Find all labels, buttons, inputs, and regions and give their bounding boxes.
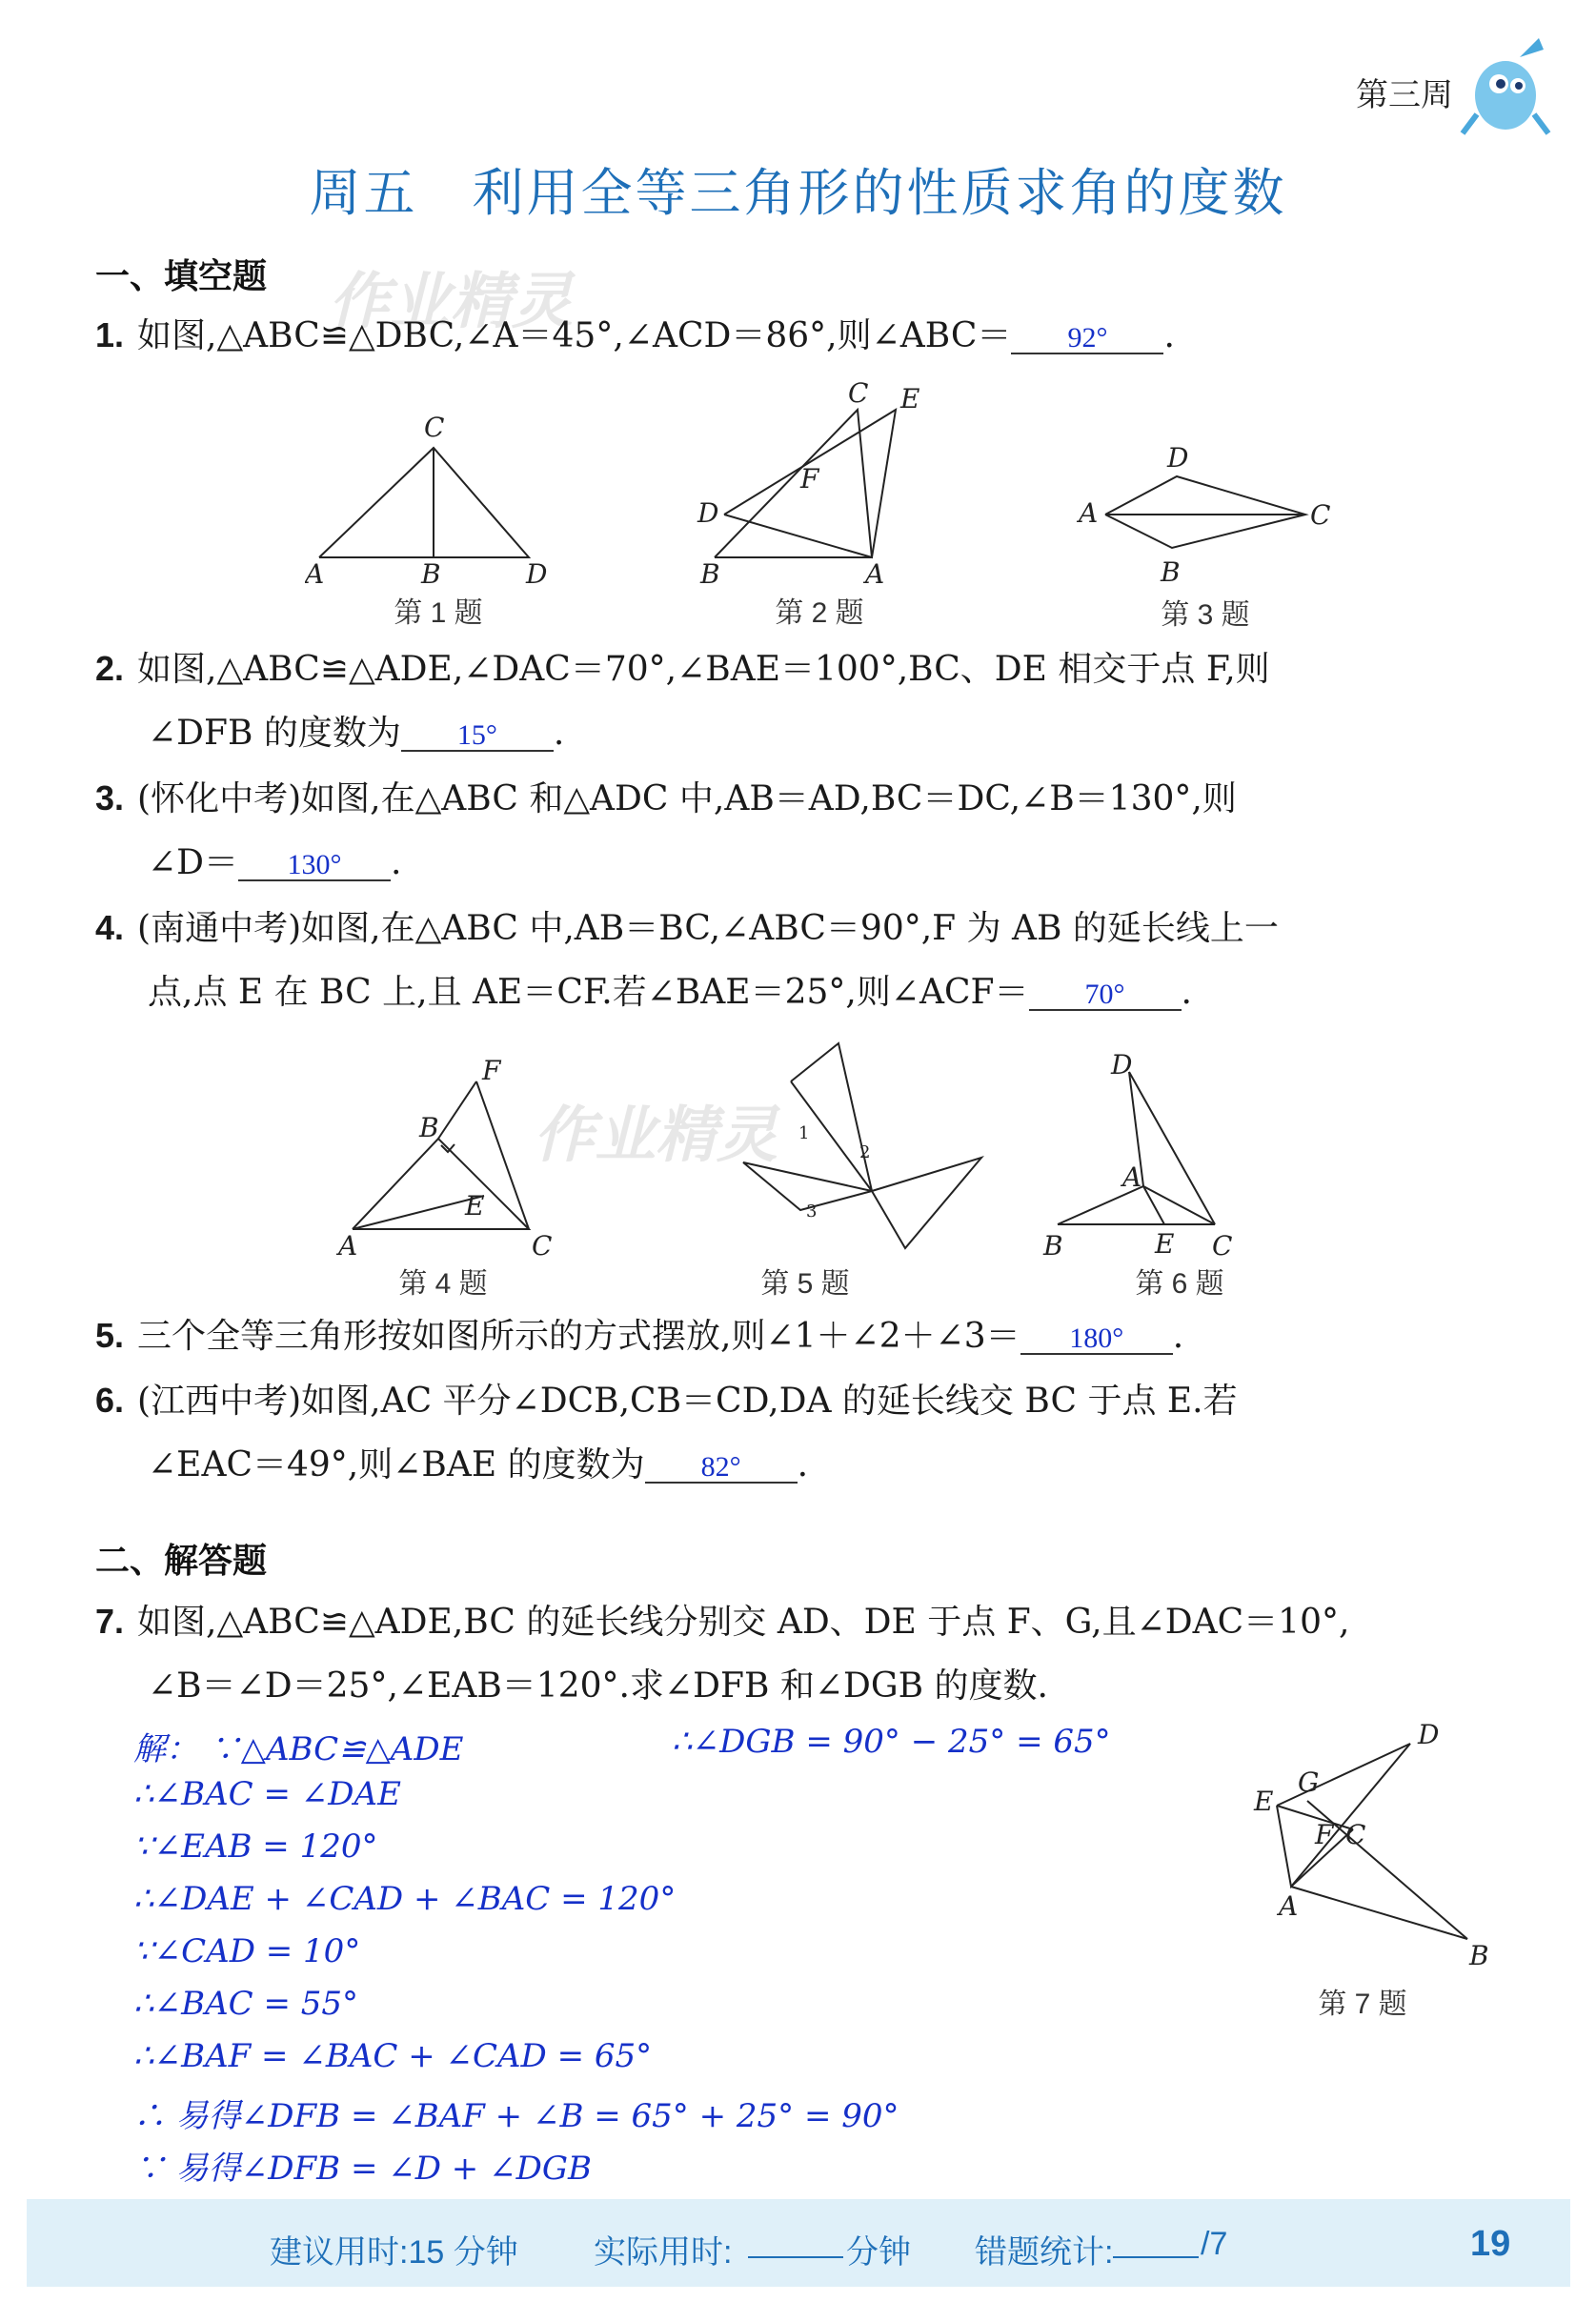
figure-4-label: A	[338, 1230, 358, 1262]
question-text: (怀化中考)如图,在△ABC 和△ADC 中,AB＝AD,BC＝DC,∠B＝130°,则	[137, 779, 1237, 818]
figure-3-label: C	[1310, 499, 1331, 531]
question-2-line-2: ∠DFB 的度数为 15° .	[148, 714, 565, 753]
answer-blank: 130°	[238, 851, 391, 881]
question-3	[95, 777, 1237, 820]
figure-1	[319, 448, 529, 557]
question-text: 如图,△ABC≌△ADE,∠DAC＝70°,∠BAE＝100°,BC、DE 相交于点 F,则	[137, 650, 1270, 689]
question-number: 7.	[95, 1602, 125, 1641]
question-number: 2.	[95, 649, 125, 688]
section-heading-fill-in: 一、填空题	[95, 256, 268, 295]
figure-7	[1239, 1715, 1505, 1982]
figure-7-label: G	[1298, 1767, 1320, 1798]
question-text: 如图,△ABC≌△ADE,BC 的延长线分别交 AD、DE 于点 F、G,且∠DAC＝10°,	[137, 1603, 1350, 1642]
figure-5-label: 1	[798, 1123, 810, 1143]
answer-blank: 82°	[645, 1453, 798, 1484]
question-3-line-2: ∠D＝ 130° .	[148, 843, 402, 882]
figures-row-2	[324, 1034, 1324, 1272]
page-title: 周五 利用全等三角形的性质求角的度数	[309, 165, 1287, 222]
question-4-line-2: 点,点 E 在 BC 上,且 AE＝CF.若∠BAE＝25°,则∠ACF＝ 70° .	[148, 973, 1192, 1012]
question-7	[95, 1601, 1349, 1644]
answer-blank: 92°	[1011, 324, 1163, 354]
solution-line: ∵ 易得∠DFB = ∠D + ∠DGB	[133, 2150, 592, 2188]
question-5: 5. 三个全等三角形按如图所示的方式摆放,则∠1＋∠2＋∠3＝ 180° .	[95, 1316, 1184, 1356]
solution-line: ∴∠BAF = ∠BAC + ∠CAD = 65°	[133, 2037, 653, 2075]
figure-6-label: A	[1122, 1161, 1142, 1193]
solution-line: ∴ 易得∠DFB = ∠BAF + ∠B = 65° + 25° = 90°	[133, 2097, 899, 2135]
answer-blank: 15°	[401, 721, 554, 752]
figure-7-label: E	[1254, 1786, 1274, 1817]
question-6-line-2: ∠EAC＝49°,则∠BAE 的度数为 82° .	[148, 1445, 809, 1484]
figure-caption: 第 3 题	[1161, 599, 1250, 631]
week-label: 第三周	[1356, 77, 1453, 113]
watermark: 作业精灵	[534, 1101, 778, 1169]
figure-3-label: A	[1079, 497, 1099, 529]
question-text: 三个全等三角形按如图所示的方式摆放,则∠1＋∠2＋∠3＝	[137, 1317, 1020, 1356]
mascot-robot-icon	[1453, 29, 1558, 143]
figure-caption: 第 6 题	[1135, 1268, 1224, 1300]
figure-2-label: A	[865, 558, 885, 590]
figure-3	[1105, 476, 1305, 548]
answer-blank: 180°	[1020, 1324, 1173, 1355]
error-count-blank[interactable]	[1113, 2256, 1199, 2258]
question-number: 1.	[95, 315, 125, 354]
question-1: 1. 如图,△ABC≌△DBC,∠A＝45°,∠ACD＝86°,则∠ABC＝ 92° .	[95, 315, 1175, 355]
section-heading-answer: 二、解答题	[95, 1541, 268, 1580]
figure-1-label: A	[305, 558, 325, 590]
figure-caption: 第 4 题	[398, 1268, 488, 1300]
solution-line: ∴∠DGB = 90° − 25° = 65°	[672, 1723, 1111, 1761]
question-text: ∠DFB 的度数为	[148, 714, 401, 753]
page-number: 19	[1470, 2224, 1511, 2264]
footer-bar	[27, 2199, 1570, 2287]
figure-1-label: B	[421, 558, 441, 590]
actual-time-label: 实际用时:	[594, 2234, 733, 2271]
figure-5-label: 3	[806, 1201, 818, 1222]
figure-7-label: C	[1345, 1819, 1366, 1850]
figure-7-label: D	[1418, 1719, 1440, 1750]
solution-line: ∵∠CAD = 10°	[133, 1932, 361, 1970]
actual-time-blank[interactable]	[748, 2256, 843, 2258]
question-7-line-2	[148, 1666, 1048, 1707]
question-text: ∠EAC＝49°,则∠BAE 的度数为	[148, 1445, 645, 1484]
figure-caption: 第 7 题	[1318, 1989, 1407, 2020]
figure-2-label: D	[697, 497, 719, 529]
figure-caption: 第 1 题	[394, 597, 483, 629]
figure-6	[1058, 1072, 1215, 1224]
figure-6-label: D	[1111, 1049, 1133, 1080]
question-4	[95, 907, 1279, 950]
watermark: 作业精灵	[329, 267, 573, 335]
figure-3-label: D	[1167, 442, 1189, 474]
question-number: 6.	[95, 1381, 125, 1420]
question-text: (江西中考)如图,AC 平分∠DCB,CB＝CD,DA 的延长线交 BC 于点 E.若	[137, 1382, 1238, 1421]
suggested-time: 建议用时:15 分钟	[270, 2234, 518, 2271]
minutes-label: 分钟	[846, 2234, 911, 2271]
error-total: /7	[1201, 2226, 1228, 2262]
figure-4	[353, 1081, 529, 1229]
question-text: ∠D＝	[148, 843, 239, 882]
figure-4-label: B	[419, 1112, 439, 1143]
figure-2-label: B	[700, 558, 720, 590]
figure-5-label: 2	[859, 1142, 871, 1162]
figure-2-label: E	[900, 383, 920, 414]
question-2	[95, 648, 1270, 691]
solution-line: ∵∠EAB = 120°	[133, 1827, 378, 1866]
question-number: 3.	[95, 778, 125, 818]
figure-2-label: C	[848, 381, 869, 409]
figure-6-label: B	[1043, 1230, 1063, 1262]
error-count-label: 错题统计:	[975, 2234, 1114, 2271]
figure-4-label: F	[482, 1055, 501, 1086]
answer-blank: 70°	[1029, 980, 1182, 1011]
figure-1-label: D	[526, 558, 548, 590]
figure-3-label: B	[1161, 556, 1181, 588]
question-6	[95, 1380, 1238, 1423]
question-number: 5.	[95, 1316, 125, 1355]
figure-2-label: F	[800, 463, 819, 495]
figure-4-label: C	[532, 1230, 553, 1262]
solution-line: 解： ∵△ABC≌△ADE	[133, 1730, 464, 1768]
question-text: ∠B＝∠D＝25°,∠EAB＝120°.求∠DFB 和∠DGB 的度数.	[148, 1666, 1048, 1706]
figure-4-label: E	[465, 1190, 485, 1222]
figure-caption: 第 2 题	[775, 597, 864, 629]
figure-6-label: C	[1212, 1230, 1233, 1262]
figure-7-label: F	[1315, 1819, 1334, 1850]
question-text: (南通中考)如图,在△ABC 中,AB＝BC,∠ABC＝90°,F 为 AB 的延长线上一	[137, 909, 1279, 948]
question-text: 点,点 E 在 BC 上,且 AE＝CF.若∠BAE＝25°,则∠ACF＝	[148, 973, 1029, 1012]
question-text: 如图,△ABC≌△DBC,∠A＝45°,∠ACD＝86°,则∠ABC＝	[137, 316, 1012, 355]
solution-line: ∴∠BAC = ∠DAE	[133, 1775, 401, 1813]
question-number: 4.	[95, 908, 125, 947]
solution-line: ∴∠BAC = 55°	[133, 1985, 359, 2023]
figure-caption: 第 5 题	[760, 1268, 850, 1300]
figure-7-label: A	[1279, 1890, 1299, 1922]
figure-1-label: C	[424, 412, 445, 443]
figure-7-label: B	[1469, 1940, 1489, 1971]
solution-line: ∴∠DAE + ∠CAD + ∠BAC = 120°	[133, 1880, 677, 1918]
figure-6-label: E	[1155, 1228, 1175, 1260]
